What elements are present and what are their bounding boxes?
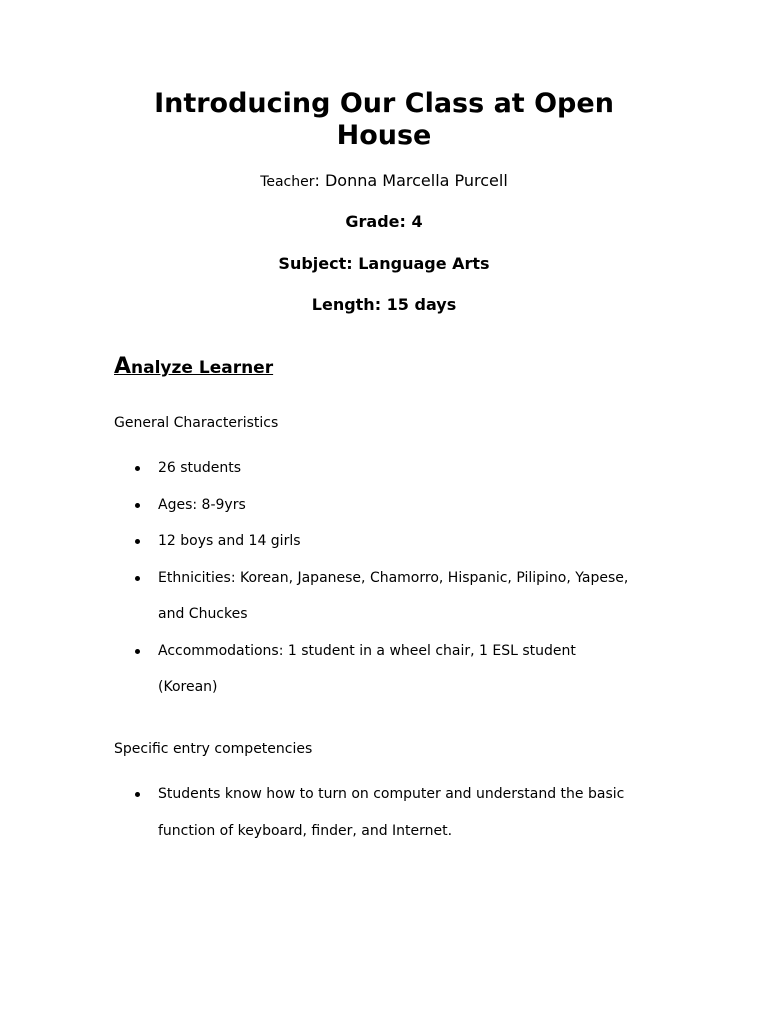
section-heading-rest: nalyze Learner xyxy=(131,358,274,378)
list-item-text: Ages: 8-9yrs xyxy=(158,496,246,513)
list-item-text: Students know how to turn on computer and understand the basic function of keyboard, finder, and Internet. xyxy=(158,786,625,839)
teacher-label: Teacher xyxy=(260,174,315,190)
list-item-text: Accommodations: 1 student in a wheel chair, 1 ESL student (Korean) xyxy=(158,642,576,695)
list-item xyxy=(114,523,634,560)
document-title: Introducing Our Class at Open House xyxy=(154,88,614,151)
general-characteristics-list xyxy=(114,450,634,706)
teacher-separator: : xyxy=(314,171,325,190)
teacher-name: Donna Marcella Purcell xyxy=(324,171,508,190)
bullet-icon xyxy=(135,466,140,471)
section-heading-analyze-learner xyxy=(114,354,273,381)
general-characteristics-label: General Characteristics xyxy=(114,415,279,431)
bullet-icon xyxy=(135,576,140,581)
bullet-icon xyxy=(135,649,140,654)
list-item-text: Ethnicities: Korean, Japanese, Chamorro, Hispanic, Pilipino, Yapese, and Chuckes xyxy=(158,569,629,622)
list-item-text: 12 boys and 14 girls xyxy=(158,533,301,549)
bullet-icon xyxy=(135,539,140,544)
teacher-line xyxy=(114,170,654,193)
specific-competencies-label: Specific entry competencies xyxy=(114,741,313,757)
list-item xyxy=(114,487,634,524)
bullet-icon xyxy=(135,503,140,508)
specific-competencies-list xyxy=(114,776,634,849)
list-item xyxy=(114,633,634,706)
grade-line: Grade: 4 xyxy=(345,212,423,231)
section-heading-initial: A xyxy=(114,354,132,379)
length-line: Length: 15 days xyxy=(311,295,457,314)
list-item-text: 26 students xyxy=(158,460,242,476)
bullet-icon xyxy=(135,792,140,797)
list-item xyxy=(114,450,634,487)
list-item xyxy=(114,776,634,849)
subject-line: Subject: Language Arts xyxy=(278,254,490,273)
list-item xyxy=(114,560,634,633)
